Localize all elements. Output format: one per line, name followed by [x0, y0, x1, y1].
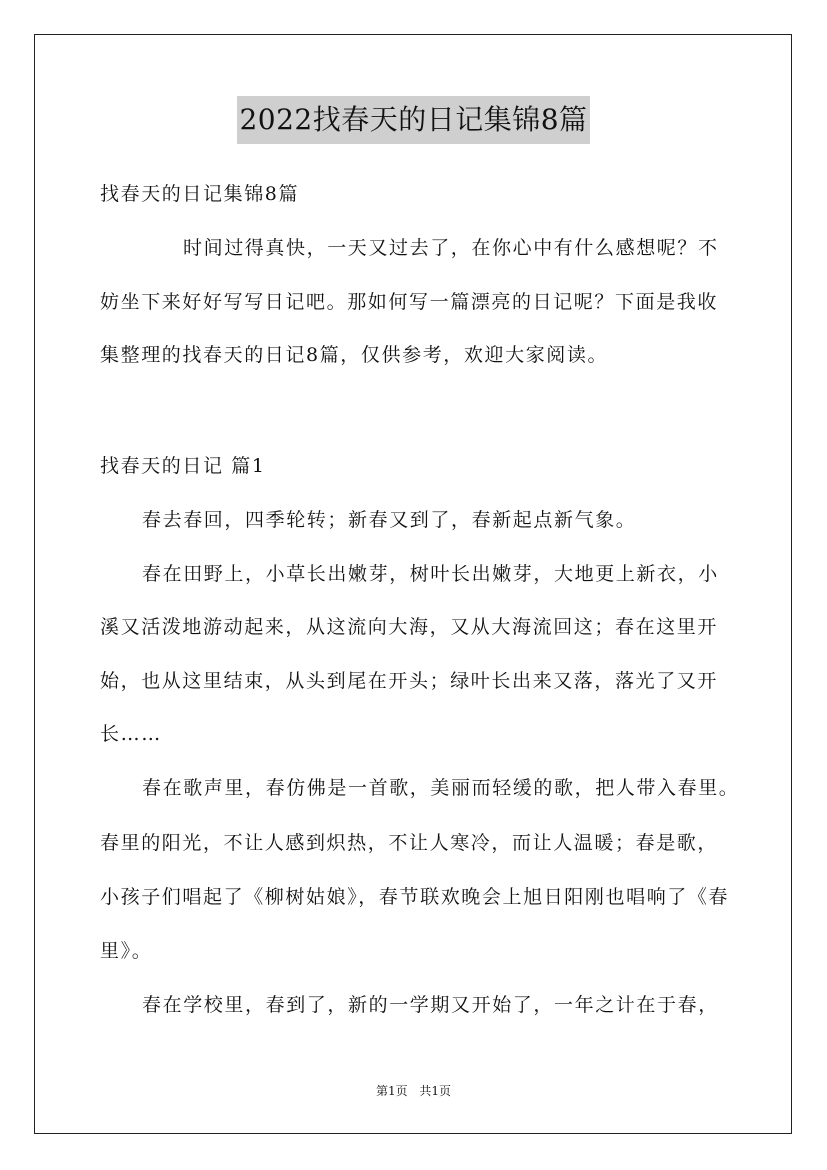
page-footer — [0, 1083, 827, 1099]
intro-line: 集整理的找春天的日记8篇，仅供参考，欢迎大家阅读。 — [100, 344, 609, 366]
title-container — [0, 96, 827, 144]
body-line: 春在学校里，春到了，新的一学期又开始了，一年之计在于春， — [142, 994, 719, 1016]
body-line: 里》。 — [100, 940, 153, 962]
body-line: 长…… — [100, 723, 162, 745]
intro-line: 时间过得真快，一天又过去了，在你心中有什么感想呢？不 — [183, 237, 719, 259]
page-total: 共1页 — [419, 1084, 452, 1098]
document-subtitle: 找春天的日记集锦8篇 — [100, 183, 300, 205]
section-heading: 找春天的日记 篇1 — [100, 455, 266, 477]
document-title: 2022找春天的日记集锦8篇 — [237, 96, 589, 144]
intro-line: 妨坐下来好好写写日记吧。那如何写一篇漂亮的日记呢？下面是我收 — [100, 291, 719, 313]
body-line: 春去春回，四季轮转；新春又到了，春新起点新气象。 — [142, 509, 637, 531]
body-line: 春里的阳光，不让人感到炽热，不让人寒冷，而让人温暖；春是歌， — [100, 832, 719, 854]
body-line: 始，也从这里结束，从头到尾在开头；绿叶长出来又落，落光了又开 — [100, 670, 719, 692]
body-line: 春在田野上，小草长出嫩芽，树叶长出嫩芽，大地更上新衣，小 — [142, 563, 719, 585]
body-line: 春在歌声里，春仿佛是一首歌，美丽而轻缓的歌，把人带入春里。 — [142, 777, 740, 799]
page-number: 第1页 — [375, 1084, 408, 1098]
body-line: 溪又活泼地游动起来，从这流向大海，又从大海流回这；春在这里开 — [100, 616, 719, 638]
body-line: 小孩子们唱起了《柳树姑娘》，春节联欢晚会上旭日阳刚也唱响了《春 — [100, 886, 730, 908]
